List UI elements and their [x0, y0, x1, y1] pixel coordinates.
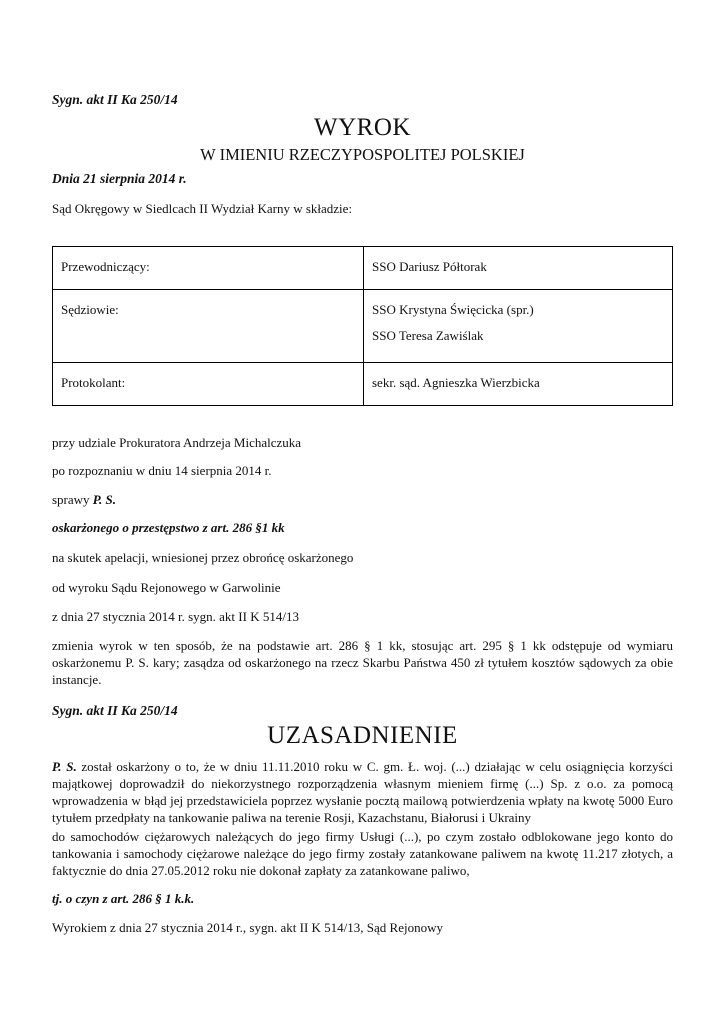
justification-paragraph-2: do samochodów ciężarowych należących do jego firmy Usługi (...), po czym zostało odblokowane jego konto do tankowania i samochody ciężarowe należące do jego firmy zostały zatankowane paliwem na kwotę 11.217 złotych, a faktycznie do dnia 27.05.2012 roku nie dokonał zapłaty za zatankowane paliwo,	[52, 829, 673, 878]
from-judgment-line: od wyroku Sądu Rejonowego w Garwolinie	[52, 580, 281, 595]
accusation-text: został oskarżony o to, że w dniu 11.11.2010 roku w C. gm. Ł. woj. (...) działając w celu osiągnięcia korzyści majątkowej doprowadził do niekorzystnego rozporządzenia własnym mieniem firmę (...) Sp. z o.o. za pomocą wprowadzenia w błąd jej przedstawiciela poprzez wysłanie pocztą mailową potwierdzenia wpłaty na kwotę 5000 Euro tytułem przedpłaty na tankowanie paliwa na terenie Rosji, Kazachstanu, Białorusi i Ukrainy	[52, 759, 673, 825]
judgment-reference-line: Wyrokiem z dnia 27 stycznia 2014 r., sygn. akt II K 514/13, Sąd Rejonowy	[52, 920, 443, 935]
panel-value-clerk	[364, 363, 673, 406]
judgment-date-line: z dnia 27 stycznia 2014 r. sygn. akt II K 514/13	[52, 609, 299, 624]
judges-panel-table	[52, 246, 673, 406]
case-line	[52, 492, 116, 508]
case-prefix: sprawy	[52, 492, 93, 507]
panel-label-presiding: Przewodniczący:	[53, 247, 364, 290]
panel-label-clerk: Protokolant:	[53, 363, 364, 406]
judgment-date: Dnia 21 sierpnia 2014 r.	[52, 171, 187, 186]
document-subtitle: W IMIENIU RZECZYPOSPOLITEJ POLSKIEJ	[200, 145, 525, 164]
ruling-paragraph: zmienia wyrok w ten sposób, że na podstawie art. 286 § 1 kk, stosując art. 295 § 1 kk odstępuje od wymiaru oskarżonemu P. S. kary; zasądza od oskarżonego na rzecz Skarbu Państwa 450 zł tytułem kosztów sądowych za obie instancje.	[52, 638, 673, 687]
judge-name: SSO Krystyna Święcicka (spr.)	[372, 302, 534, 317]
justification-title: UZASADNIENIE	[267, 722, 458, 749]
hearing-line: po rozpoznaniu w dniu 14 sierpnia 2014 r.	[52, 463, 272, 478]
justification-paragraph-1	[52, 758, 673, 826]
clerk-name: sekr. sąd. Agnieszka Wierzbicka	[372, 375, 540, 390]
panel-value-presiding	[364, 247, 673, 290]
offence-qualification: tj. o czyn z art. 286 § 1 k.k.	[52, 891, 195, 906]
case-signature: Sygn. akt II Ka 250/14	[52, 92, 178, 107]
appeal-line: na skutek apelacji, wniesionej przez obrońcę oskarżonego	[52, 550, 354, 565]
panel-label-judges: Sędziowie:	[53, 290, 364, 363]
document-title: WYROK	[314, 114, 411, 141]
judge-name: SSO Teresa Zawiślak	[372, 328, 484, 343]
defendant-name: P. S.	[52, 759, 77, 774]
charge-line: oskarżonego o przestępstwo z art. 286 §1 kk	[52, 520, 285, 535]
table-row	[53, 363, 673, 406]
court-composition: Sąd Okręgowy w Siedlcach II Wydział Karny w składzie:	[52, 201, 353, 216]
justification-signature: Sygn. akt II Ka 250/14	[52, 703, 178, 718]
prosecutor-line: przy udziale Prokuratora Andrzeja Michalczuka	[52, 435, 302, 450]
table-row	[53, 290, 673, 363]
defendant-name: P. S.	[92, 492, 117, 507]
table-row	[53, 247, 673, 290]
presiding-judge-name: SSO Dariusz Półtorak	[372, 259, 487, 274]
panel-value-judges	[364, 290, 673, 363]
